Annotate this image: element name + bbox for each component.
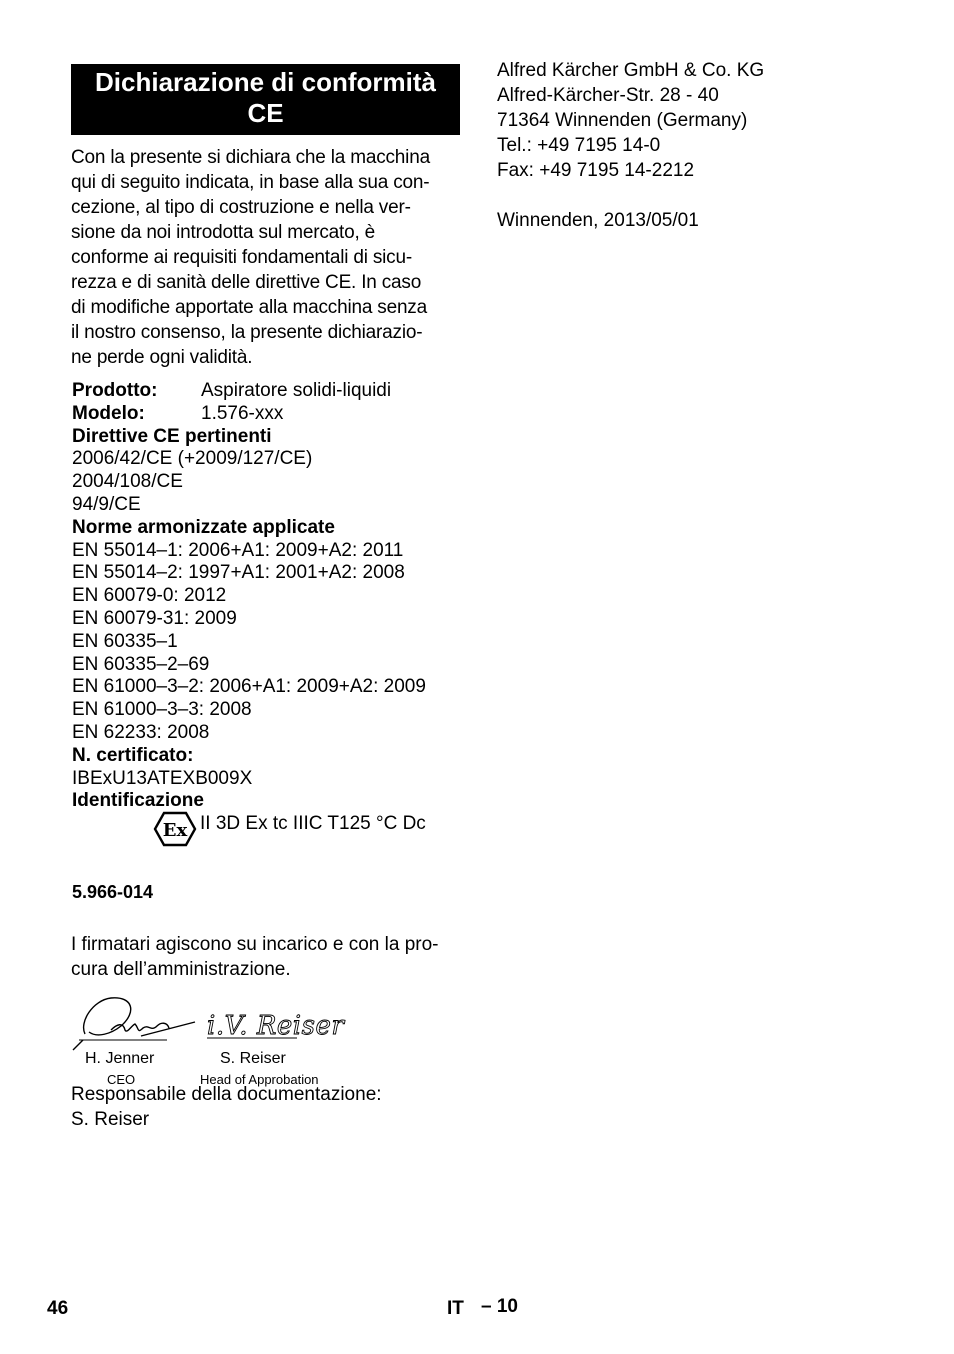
norm-item: EN 61000–3–3: 2008 [72, 699, 252, 721]
model-label: Modelo: [72, 402, 145, 424]
signers-line: cura dell’amministrazione. [71, 959, 291, 981]
ex-hexagon-icon [154, 811, 196, 847]
specs-block [71, 380, 460, 847]
responsible-label: Responsabile della documentazione: [71, 1084, 382, 1106]
signer2-name: S. Reiser [220, 1050, 286, 1068]
norm-item: EN 55014–1: 2006+A1: 2009+A2: 2011 [72, 539, 404, 561]
section-number: – 10 [481, 1296, 518, 1317]
doc-code: 5.966-014 [72, 882, 154, 903]
page-number: 46 [47, 1298, 69, 1319]
signers-text [71, 932, 460, 982]
signature-reiser-text: i.V. Reiser [207, 1011, 345, 1042]
language-code: IT [447, 1298, 464, 1319]
title-line-1: Dichiarazione di conformità [95, 67, 436, 97]
product-label: Prodotto: [72, 380, 158, 401]
company-address [497, 58, 917, 183]
identification-value: II 3D Ex tc IIIC T125 °C Dc [200, 813, 426, 835]
signers-line: I firmatari agiscono su incarico e con la pro- [71, 934, 439, 956]
company-tel: Tel.: +49 7195 14-0 [497, 135, 661, 156]
intro-line: rezza e di sanità delle direttive CE. In caso [71, 272, 422, 293]
intro-line: qui di seguito indicata, in base alla sua con- [71, 172, 430, 193]
intro-line: conforme ai requisiti fondamentali di sicu- [71, 247, 412, 268]
product-value: Aspiratore solidi-liquidi [201, 380, 392, 401]
signer2-role: Head of Approbation [200, 1072, 319, 1088]
norms-heading: Norme armonizzate applicate [72, 516, 335, 538]
identification-label: Identificazione [72, 790, 204, 812]
signer1-name: H. Jenner [85, 1050, 155, 1068]
declaration-column [71, 64, 460, 1132]
signature-jenner [71, 992, 201, 1052]
signatures [71, 992, 460, 1092]
intro-line: Con la presente si dichiara che la macchina [71, 147, 430, 168]
model-row [72, 403, 460, 426]
signature-reiser [205, 1000, 345, 1044]
norm-item: EN 60335–1 [72, 630, 178, 652]
ex-mark-text: Ex [162, 820, 188, 842]
intro-paragraph [71, 145, 460, 370]
norm-item: EN 55014–2: 1997+A1: 2001+A2: 2008 [72, 562, 405, 584]
certificate-label: N. certificato: [72, 744, 194, 766]
norm-item: EN 60079-31: 2009 [72, 607, 237, 629]
company-fax: Fax: +49 7195 14-2212 [497, 160, 695, 181]
signer1-role: CEO [107, 1072, 136, 1088]
intro-line: di modifiche apportate alla macchina senza [71, 297, 427, 318]
company-street: Alfred-Kärcher-Str. 28 - 40 [497, 85, 719, 106]
intro-line: cezione, al tipo di costruzione e nella ver- [71, 197, 411, 218]
certificate-value: IBExU13ATEXB009X [72, 767, 253, 789]
directive-item: 94/9/CE [72, 493, 141, 515]
directives-heading: Direttive CE pertinenti [72, 425, 272, 447]
norm-item: EN 60335–2–69 [72, 653, 210, 675]
identification-row [72, 813, 460, 847]
intro-line: il nostro consenso, la presente dichiarazio- [71, 322, 423, 343]
intro-line: ne perde ogni validità. [71, 347, 253, 368]
intro-line: sione da noi introdotta sul mercato, è [71, 222, 375, 243]
issue-date: Winnenden, 2013/05/01 [497, 210, 699, 231]
norm-item: EN 62233: 2008 [72, 721, 210, 743]
norm-item: EN 60079-0: 2012 [72, 585, 227, 607]
company-column [497, 58, 917, 233]
company-city: 71364 Winnenden (Germany) [497, 110, 748, 131]
directive-item: 2006/42/CE (+2009/127/CE) [72, 448, 313, 470]
model-value: 1.576-xxx [201, 402, 284, 424]
page-title [71, 64, 460, 135]
product-row [72, 380, 460, 403]
norm-item: EN 61000–3–2: 2006+A1: 2009+A2: 2009 [72, 676, 426, 698]
title-line-2: CE [247, 98, 284, 128]
responsible-name: S. Reiser [71, 1109, 150, 1131]
directive-item: 2004/108/CE [72, 471, 183, 493]
company-name: Alfred Kärcher GmbH & Co. KG [497, 60, 765, 81]
